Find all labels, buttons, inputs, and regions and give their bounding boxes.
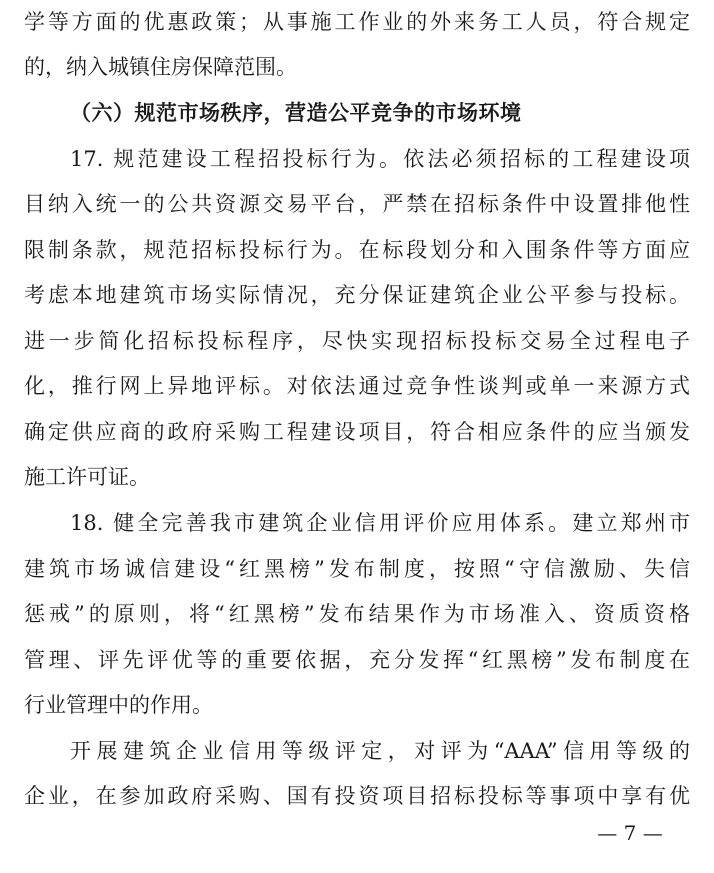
text-line-9: 化，推行网上异地评标。对依法通过竞争性谈判或单一来源方式 [24, 374, 690, 398]
page-number: — 7 — [597, 821, 663, 845]
text-line-1: 学等方面的优惠政策；从事施工作业的外来务工人员，符合规定 [24, 10, 690, 34]
text-line-16: 行业管理中的作用。 [24, 693, 213, 717]
text-line-12: 18. 健全完善我市建筑企业信用评价应用体系。建立郑州市 [70, 511, 690, 535]
text-line-5: 目纳入统一的公共资源交易平台，严禁在招标条件中设置排他性 [24, 192, 690, 216]
text-line-7: 考虑本地建筑市场实际情况，充分保证建筑企业公平参与投标。 [24, 283, 690, 307]
text-line-15: 管理、评先评优等的重要依据，充分发挥“红黑榜”发布制度在 [24, 648, 690, 672]
section-heading: （六）规范市场秩序，营造公平竞争的市场环境 [70, 100, 522, 125]
text-line-4: 17. 规范建设工程招投标行为。依法必须招标的工程建设项 [70, 147, 690, 171]
text-line-13: 建筑市场诚信建设“红黑榜”发布制度，按照“守信激励、失信 [24, 557, 690, 581]
text-line-18: 企业，在参加政府采购、国有投资项目招标投标等事项中享有优 [24, 784, 690, 808]
text-line-8: 进一步简化招标投标程序，尽快实现招标投标交易全过程电子 [24, 329, 690, 353]
text-line-6: 限制条款，规范招标投标行为。在标段划分和入围条件等方面应 [24, 238, 690, 262]
text-line-10: 确定供应商的政府采购工程建设项目，符合相应条件的应当颁发 [24, 420, 690, 444]
text-line-11: 施工许可证。 [24, 465, 150, 489]
text-line-2: 的，纳入城镇住房保障范围。 [24, 55, 297, 79]
text-line-14: 惩戒”的原则，将“红黑榜”发布结果作为市场准入、资质资格 [24, 602, 690, 626]
text-line-17: 开展建筑企业信用等级评定，对评为“AAA”信用等级的 [70, 739, 690, 763]
